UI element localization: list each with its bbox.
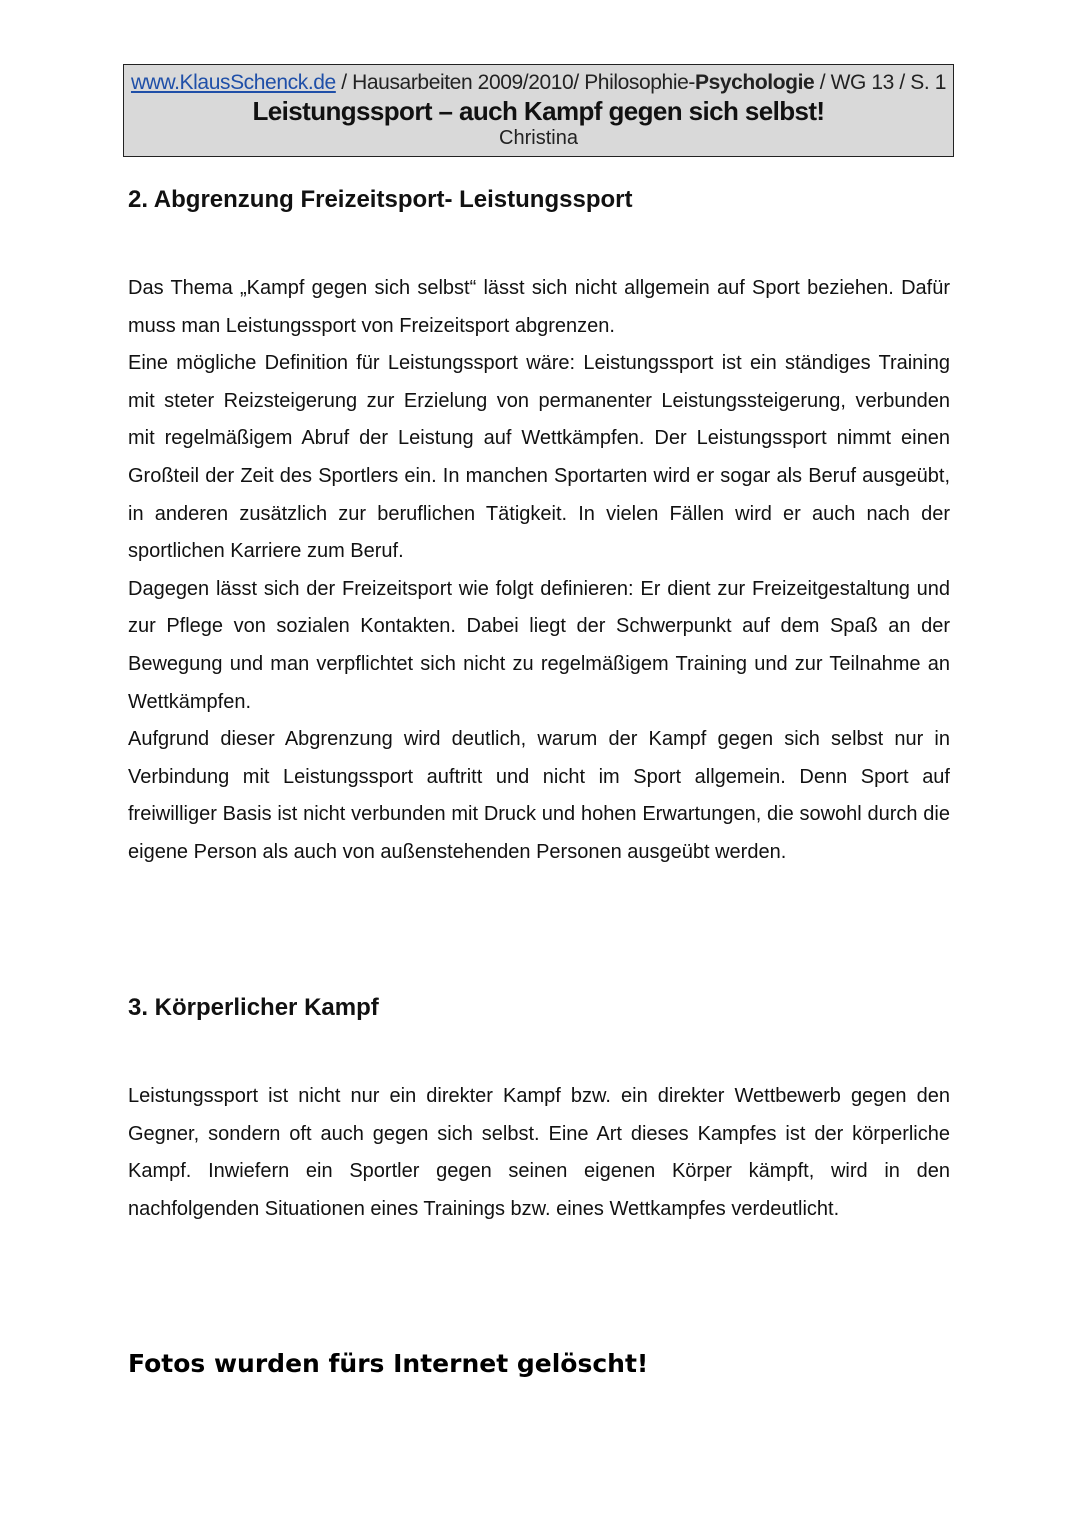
section-2-heading: 2. Abgrenzung Freizeitsport- Leistungssport xyxy=(128,186,633,213)
photos-removed-notice: Fotos wurden fürs Internet gelöscht! xyxy=(128,1349,649,1378)
document-author: Christina xyxy=(499,127,578,149)
header-path-suffix: / WG 13 / S. 1 xyxy=(814,71,947,94)
header-source-line xyxy=(124,70,953,96)
section-2-paragraph: Das Thema „Kampf gegen sich selbst“ lässt sich nicht allgemein auf Sport beziehen. Dafür muss man Leistungssport von Freizeitsport abgrenzen. xyxy=(128,277,950,337)
header-subject: Psychologie xyxy=(694,71,815,94)
document-header xyxy=(123,64,954,157)
section-2-paragraph: Aufgrund dieser Abgrenzung wird deutlich, warum der Kampf gegen sich selbst nur in Verbindung mit Leistungssport auftritt und nicht im Sport allgemein. Denn Sport auf freiwilliger Basis ist nicht verbunden mit Druck und hohen Erwartungen, die sowohl durch die eigene Person als auch von außenstehenden Personen ausgeübt werden. xyxy=(128,728,950,863)
section-2-body xyxy=(128,270,950,872)
section-3-heading: 3. Körperlicher Kampf xyxy=(128,994,379,1021)
website-link[interactable]: www.KlausSchenck.de xyxy=(130,71,336,94)
document-title: Leistungssport – auch Kampf gegen sich selbst! xyxy=(252,96,825,126)
section-3-body xyxy=(128,1078,950,1228)
section-2-paragraph: Eine mögliche Definition für Leistungssport wäre: Leistungssport ist ein ständiges Training mit steter Reizsteigerung zur Erzielung von permanenter Leistungssteigerung, verbunden mit regelmäßigem Abruf der Leistung auf Wettkämpfen. Der Leistungssport nimmt einen Großteil der Zeit des Sportlers ein. In manchen Sportarten wird er sogar als Beruf ausgeübt, in anderen zusätzlich zur beruflichen Tätigkeit. In vielen Fällen wird er auch nach der sportlichen Karriere zum Beruf. xyxy=(128,352,950,563)
section-2-paragraph: Dagegen lässt sich der Freizeitsport wie folgt definieren: Er dient zur Freizeitgestaltung und zur Pflege von sozialen Kontakten. Dabei liegt der Schwerpunkt auf dem Spaß an der Bewegung und man verpflichtet sich nicht zu regelmäßigem Training und zur Teilnahme an Wettkämpfen. xyxy=(128,577,950,713)
section-3-paragraph: Leistungssport ist nicht nur ein direkter Kampf bzw. ein direkter Wettbewerb gegen den Gegner, sondern oft auch gegen sich selbst. Eine Art dieses Kampfes ist der körperliche Kampf. Inwiefern ein Sportler gegen seinen eigenen Körper kämpft, wird in den nachfolgenden Situationen eines Trainings bzw. eines Wettkampfes verdeutlicht. xyxy=(128,1085,950,1220)
header-path-prefix: / Hausarbeiten 2009/2010/ Philosophie- xyxy=(335,71,695,94)
